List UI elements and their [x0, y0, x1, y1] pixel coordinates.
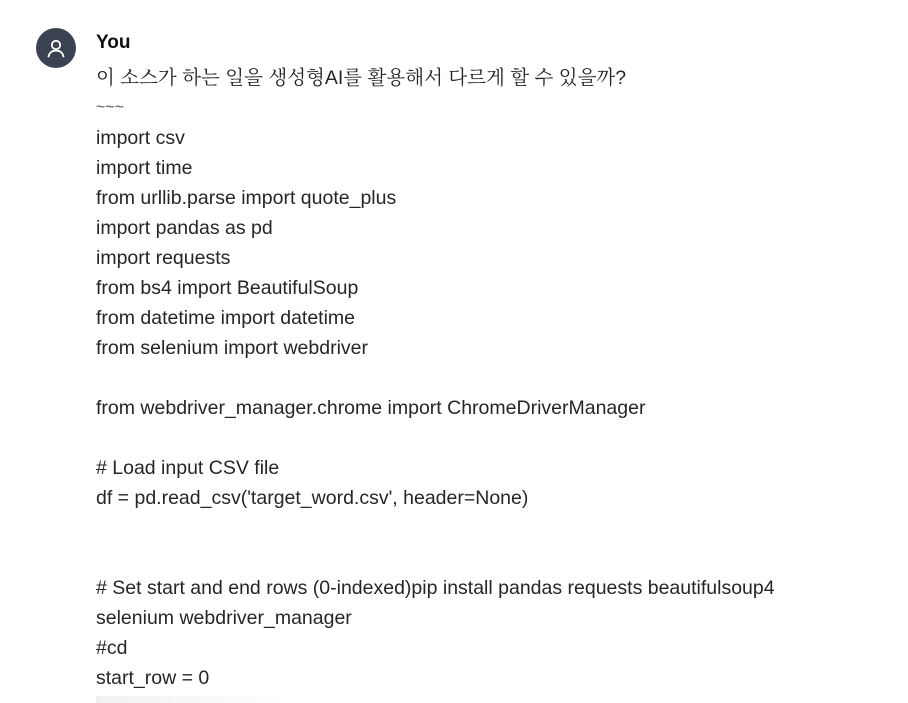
avatar[interactable]	[36, 28, 76, 68]
message-line: df = pd.read_csv('target_word.csv', header=None)	[96, 487, 529, 509]
message-line: import time	[96, 157, 193, 179]
message-line: import requests	[96, 247, 231, 269]
message-line: from selenium import webdriver	[96, 337, 369, 359]
message-line: from urllib.parse import quote_plus	[96, 187, 397, 209]
truncated-line-fade	[96, 696, 286, 703]
message-line: # Load input CSV file	[96, 457, 280, 479]
message-line: #cd	[96, 637, 128, 659]
user-icon	[45, 37, 67, 59]
message-line: from webdriver_manager.chrome import ChromeDriverManager	[96, 397, 646, 419]
message-line: from datetime import datetime	[96, 307, 356, 329]
message-line	[96, 513, 896, 543]
message-line: from bs4 import BeautifulSoup	[96, 277, 359, 299]
message-author: You	[96, 32, 131, 53]
message-line	[96, 363, 896, 393]
message-body	[96, 63, 896, 693]
message-line: import csv	[96, 127, 185, 149]
message-line	[96, 543, 896, 573]
message-line: import pandas as pd	[96, 217, 273, 239]
message-line: ~~~	[96, 99, 125, 116]
message-line: start_row = 0	[96, 667, 210, 689]
message-line: # Set start and end rows (0-indexed)pip install pandas requests beautifulsoup4	[96, 577, 775, 599]
message-line: 이 소스가 하는 일을 생성형AI를 활용해서 다르게 할 수 있을까?	[96, 67, 627, 89]
message-line: selenium webdriver_manager	[96, 607, 352, 629]
message-line	[96, 423, 896, 453]
